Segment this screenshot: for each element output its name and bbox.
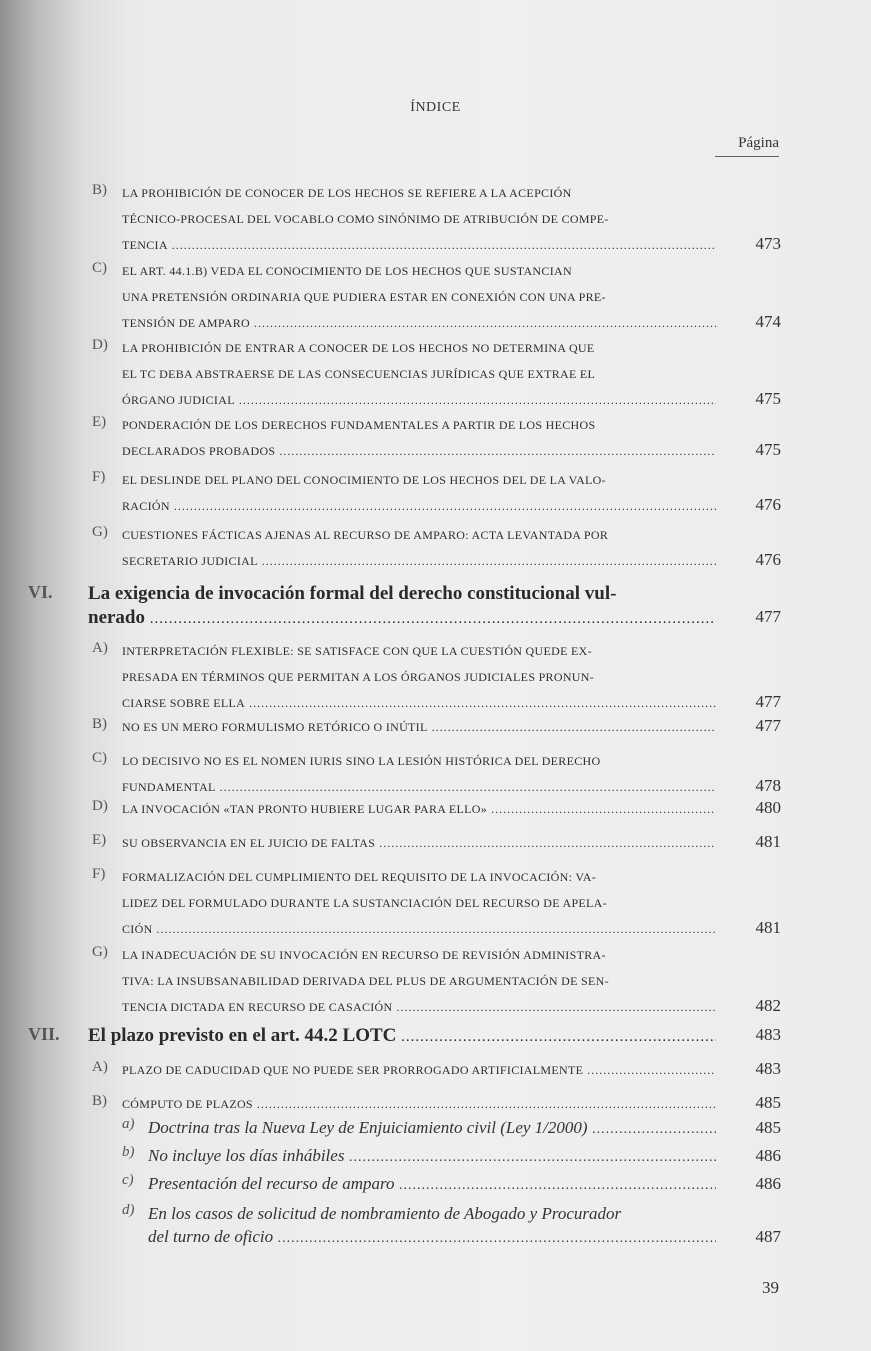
toc-entry-line: CIÓN ..... — [122, 916, 716, 942]
toc-section-page: 477 — [755, 607, 781, 626]
toc-entry-text — [122, 412, 716, 464]
page-number: 39 — [762, 1278, 779, 1297]
toc-section-line: nerado ..... — [88, 606, 716, 631]
toc-entry-page: 473 — [755, 234, 781, 253]
toc-entry-letter: b) — [122, 1144, 135, 1160]
toc-entry-page: 481 — [755, 918, 781, 937]
toc-entry-line: Presentación del recurso de amparo ..... — [148, 1172, 716, 1197]
toc-entry-letter: E) — [92, 414, 107, 430]
toc-entry-text — [122, 258, 716, 336]
toc-entry-line: LA PROHIBICIÓN DE CONOCER DE LOS HECHOS SE REFIERE A LA ACEPCIÓN — [122, 186, 572, 200]
toc-entry-line: TENSIÓN DE AMPARO ..... — [122, 310, 716, 336]
toc-entry-page: 476 — [755, 495, 781, 514]
toc-entry-text — [122, 796, 716, 822]
toc-entry-text — [122, 467, 716, 519]
toc-entry-line: TENCIA DICTADA EN RECURSO DE CASACIÓN ..... — [122, 994, 716, 1020]
toc-entry-text — [122, 864, 716, 942]
toc-entry-text — [122, 748, 716, 800]
toc-entry-line: EL DESLINDE DEL PLANO DEL CONOCIMIENTO DE LOS HECHOS DEL DE LA VALO- — [122, 473, 606, 487]
toc-entry-line: CÓMPUTO DE PLAZOS ..... — [122, 1091, 716, 1117]
toc-entry-line: EL TC DEBA ABSTRAERSE DE LAS CONSECUENCIAS JURÍDICAS QUE EXTRAE EL — [122, 367, 596, 381]
toc-entry-letter: D) — [92, 337, 108, 353]
toc-entry-text — [122, 714, 716, 740]
toc-entry-letter: B) — [92, 182, 107, 198]
toc-entry-letter: d) — [122, 1202, 135, 1218]
toc-entry-line: PONDERACIÓN DE LOS DERECHOS FUNDAMENTALES A PARTIR DE LOS HECHOS — [122, 418, 596, 432]
toc-entry-page: 478 — [755, 776, 781, 795]
toc-entry-line: SECRETARIO JUDICIAL ..... — [122, 548, 716, 574]
toc-section-title — [88, 1024, 716, 1049]
toc-entry-line: TIVA: LA INSUBSANABILIDAD DERIVADA DEL PLUS DE ARGUMENTACIÓN DE SEN- — [122, 974, 609, 988]
toc-entry-letter: F) — [92, 866, 106, 882]
toc-entry-line: del turno de oficio ..... — [148, 1225, 716, 1250]
toc-entry-page: 476 — [755, 550, 781, 569]
toc-entry-page: 475 — [755, 440, 781, 459]
toc-entry-line: En los casos de solicitud de nombramiento de Abogado y Procurador — [148, 1204, 622, 1223]
toc-entry-page: 487 — [755, 1227, 781, 1246]
toc-entry-line: UNA PRETENSIÓN ORDINARIA QUE PUDIERA ESTAR EN CONEXIÓN CON UNA PRE- — [122, 290, 606, 304]
page-header-title: ÍNDICE — [410, 100, 461, 115]
toc-entry-line: CUESTIONES FÁCTICAS AJENAS AL RECURSO DE AMPARO: ACTA LEVANTADA POR — [122, 528, 609, 542]
toc-entry-text — [122, 522, 716, 574]
toc-entry-page: 486 — [755, 1174, 781, 1193]
toc-entry-line: PLAZO DE CADUCIDAD QUE NO PUEDE SER PRORROGADO ARTIFICIALMENTE ..... — [122, 1057, 716, 1083]
toc-entry-line: No incluye los días inhábiles ..... — [148, 1144, 716, 1169]
toc-entry-line: EL ART. 44.1.B) VEDA EL CONOCIMIENTO DE LOS HECHOS QUE SUSTANCIAN — [122, 264, 572, 278]
toc-entry-page: 482 — [755, 996, 781, 1015]
page-column-label: Página — [738, 135, 779, 151]
toc-entry-line: SU OBSERVANCIA EN EL JUICIO DE FALTAS ..... — [122, 830, 716, 856]
toc-entry-letter: C) — [92, 260, 107, 276]
toc-entry-page: 480 — [755, 798, 781, 817]
toc-entry-line: LA INVOCACIÓN «TAN PRONTO HUBIERE LUGAR PARA ELLO» ..... — [122, 796, 716, 822]
toc-entry-page: 485 — [755, 1093, 781, 1112]
toc-entry-line: NO ES UN MERO FORMULISMO RETÓRICO O INÚTIL ..... — [122, 714, 716, 740]
toc-section-numeral: VI. — [28, 582, 53, 602]
toc-entry-page: 477 — [755, 692, 781, 711]
toc-entry-letter: A) — [92, 1059, 108, 1075]
toc-entry-letter: C) — [92, 750, 107, 766]
toc-entry-text — [122, 1057, 716, 1083]
toc-entry-letter: D) — [92, 798, 108, 814]
toc-entry-letter: B) — [92, 716, 107, 732]
toc-section-title — [88, 582, 716, 631]
toc-entry-text — [148, 1172, 716, 1197]
toc-entry-page: 481 — [755, 832, 781, 851]
toc-entry-page: 475 — [755, 389, 781, 408]
toc-section-numeral: VII. — [28, 1024, 60, 1044]
toc-section-line: El plazo previsto en el art. 44.2 LOTC ..... — [88, 1024, 716, 1049]
toc-entry-line: TENCIA ..... — [122, 232, 716, 258]
toc-entry-letter: a) — [122, 1116, 135, 1132]
toc-entry-letter: E) — [92, 832, 107, 848]
toc-section-page: 483 — [755, 1025, 781, 1044]
toc-entry-line: FUNDAMENTAL ..... — [122, 774, 716, 800]
toc-entry-text — [122, 942, 716, 1020]
toc-entry-text — [122, 180, 716, 258]
toc-entry-text — [148, 1202, 716, 1250]
toc-entry-page: 474 — [755, 312, 781, 331]
toc-entry-text — [122, 335, 716, 413]
toc-entry-line: RACIÓN ..... — [122, 493, 716, 519]
toc-entry-page: 485 — [755, 1118, 781, 1137]
toc-entry-line: DECLARADOS PROBADOS ..... — [122, 438, 716, 464]
toc-entry-line: INTERPRETACIÓN FLEXIBLE: SE SATISFACE CON QUE LA CUESTIÓN QUEDE EX- — [122, 644, 592, 658]
toc-entry-letter: B) — [92, 1093, 107, 1109]
toc-entry-line: FORMALIZACIÓN DEL CUMPLIMIENTO DEL REQUISITO DE LA INVOCACIÓN: VA- — [122, 870, 597, 884]
toc-entry-line: ÓRGANO JUDICIAL ..... — [122, 387, 716, 413]
toc-entry-text — [122, 1091, 716, 1117]
toc-entry-page: 483 — [755, 1059, 781, 1078]
toc-entry-line: LO DECISIVO NO ES EL NOMEN IURIS SINO LA LESIÓN HISTÓRICA DEL DERECHO — [122, 754, 601, 768]
toc-entry-line: LIDEZ DEL FORMULADO DURANTE LA SUSTANCIACIÓN DEL RECURSO DE APELA- — [122, 896, 607, 910]
toc-entry-line: CIARSE SOBRE ELLA ..... — [122, 690, 716, 716]
toc-entry-letter: G) — [92, 944, 108, 960]
toc-entry-page: 477 — [755, 716, 781, 735]
toc-section-line: La exigencia de invocación formal del derecho constitucional vul- — [88, 583, 617, 604]
toc-entry-letter: G) — [92, 524, 108, 540]
toc-entry-line: LA PROHIBICIÓN DE ENTRAR A CONOCER DE LOS HECHOS NO DETERMINA QUE — [122, 341, 595, 355]
toc-entry-text — [122, 638, 716, 716]
toc-entry-line: PRESADA EN TÉRMINOS QUE PERMITAN A LOS ÓRGANOS JUDICIALES PRONUN- — [122, 670, 595, 684]
page-column-rule — [715, 156, 779, 157]
toc-entry-line: Doctrina tras la Nueva Ley de Enjuiciamiento civil (Ley 1/2000) ..... — [148, 1116, 716, 1141]
toc-entry-page: 486 — [755, 1146, 781, 1165]
toc-entry-text — [148, 1144, 716, 1169]
toc-entry-letter: c) — [122, 1172, 134, 1188]
toc-entry-text — [148, 1116, 716, 1141]
toc-entry-letter: F) — [92, 469, 106, 485]
toc-entry-line: LA INADECUACIÓN DE SU INVOCACIÓN EN RECURSO DE REVISIÓN ADMINISTRA- — [122, 948, 606, 962]
toc-entry-line: TÉCNICO-PROCESAL DEL VOCABLO COMO SINÓNIMO DE ATRIBUCIÓN DE COMPE- — [122, 212, 609, 226]
toc-entry-letter: A) — [92, 640, 108, 656]
toc-entry-text — [122, 830, 716, 856]
